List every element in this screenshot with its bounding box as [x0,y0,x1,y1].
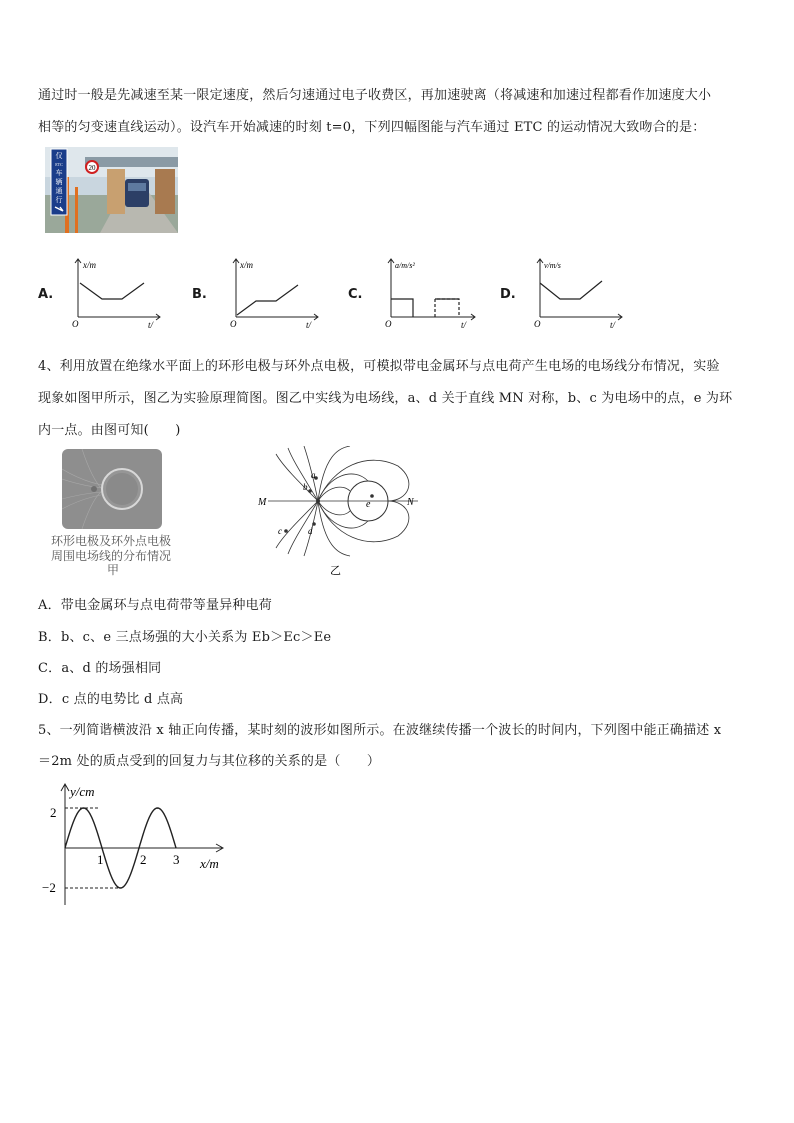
sign-char-3: 辆 [55,178,63,186]
graph-a-origin: O [72,319,79,329]
wave-ylabel: y/cm [70,784,95,799]
label-d: d [308,526,313,536]
q4-option-b[interactable]: B．b、c、e 三点场强的大小关系为 Eb＞Ec＞Ee [38,630,332,645]
q4-option-a[interactable]: A．带电金属环与点电荷带等量异种电荷 [38,598,272,613]
graph-b-origin: O [230,319,237,329]
q3-option-c-label[interactable]: C. [348,287,363,302]
q3-option-d-label[interactable]: D. [500,287,516,302]
q3-option-d-graph [532,255,627,330]
sign-char-2: 车 [55,169,63,177]
graph-c-pulse-2 [435,299,459,317]
q4-option-d[interactable]: D．c 点的电势比 d 点高 [38,692,184,707]
graph-d-xlabel: t/ [610,320,616,330]
q4-text-line1: 4、利用放置在绝缘水平面上的环形电极与环外点电极，可模拟带电金属环与点电荷产生电场的电场线分布情况，实验 [38,359,720,374]
y-tick-2: 2 [50,805,57,820]
q3-option-c-graph [383,255,483,330]
q3-option-b-graph [228,255,323,330]
q4-text-line2: 现象如图甲所示，图乙为实验原理简图。图乙中实线为电场线，a、d 关于直线 MN 对称，b、c 为电场中的点，e 为环 [38,391,733,406]
q5-text-line1: 5、一列简谐横波沿 x 轴正向传播，某时刻的波形如图所示。在波继续传播一个波长的时间内，下列图中能正确描述 x [38,723,722,738]
q5-text-line2: ＝2m 处的质点受到的回复力与其位移的关系的是（ ） [38,754,381,769]
sign-char-0: 仅 [55,152,63,160]
graph-b-curve [237,285,298,315]
q4-figure-b-caption: 乙 [330,565,341,576]
q4-text-line3: 内一点。由图可知( ) [38,423,181,438]
graph-d-curve [540,281,602,299]
speed-limit-text: 20 [88,164,96,172]
q4-figure-b-diagram [258,446,428,576]
q3-text-line1: 通过时一般是先减速至某一限定速度，然后匀速通过电子收费区，再加速驶离（将减速和加速过程都看作加速度大小 [38,88,712,103]
q3-text-line2: 相等的匀变速直线运动）。设汽车开始减速的时刻 t=0，下列四幅图能与汽车通过 ETC 的运动情况大致吻合的是： [38,120,706,135]
label-m: M [258,497,267,508]
q4-figure-a-caption-1: 环形电极及环外点电极 [51,534,172,548]
sign-char-1: ETC [55,162,63,167]
sign-char-5: 行 [55,196,63,204]
graph-a-curve [80,283,144,299]
graph-c-origin: O [385,319,392,329]
q3-option-b-label[interactable]: B. [192,287,207,302]
graph-a-ylabel: x/m [83,260,96,270]
label-n: N [407,497,414,508]
q3-option-a-graph [70,255,165,330]
graph-b-ylabel: x/m [240,260,253,270]
label-c: c [278,526,282,536]
graph-c-xlabel: t/ [461,320,467,330]
label-b: b [303,482,308,492]
sign-char-4: 通 [55,187,63,195]
etc-photo [45,147,178,233]
graph-a-xlabel: t/ [148,320,154,330]
q4-option-c[interactable]: C．a、d 的场强相同 [38,661,162,676]
graph-c-ylabel: a/m/s² [395,261,415,270]
x-tick-2: 2 [140,852,147,867]
q4-figure-a-caption-3: 甲 [107,563,120,577]
graph-d-ylabel: v/m/s [544,261,561,270]
q5-wave-graph [40,780,240,910]
etc-photo-drawing [45,147,178,233]
q4-figure-a-caption-2: 周围电场线的分布情况 [51,549,172,563]
graph-d-origin: O [534,319,541,329]
q4-figure-a-photo [62,449,162,529]
graph-b-xlabel: t/ [306,320,312,330]
graph-c-pulse-1 [391,299,413,317]
q3-option-a-label[interactable]: A. [38,287,54,302]
x-tick-3: 3 [173,852,180,867]
label-e: e [366,499,371,510]
y-tick-neg2: −2 [42,880,56,895]
q4-figure-a [62,449,162,529]
label-a: a [311,470,316,480]
x-tick-1: 1 [97,852,104,867]
wave-xlabel: x/m [200,856,219,871]
